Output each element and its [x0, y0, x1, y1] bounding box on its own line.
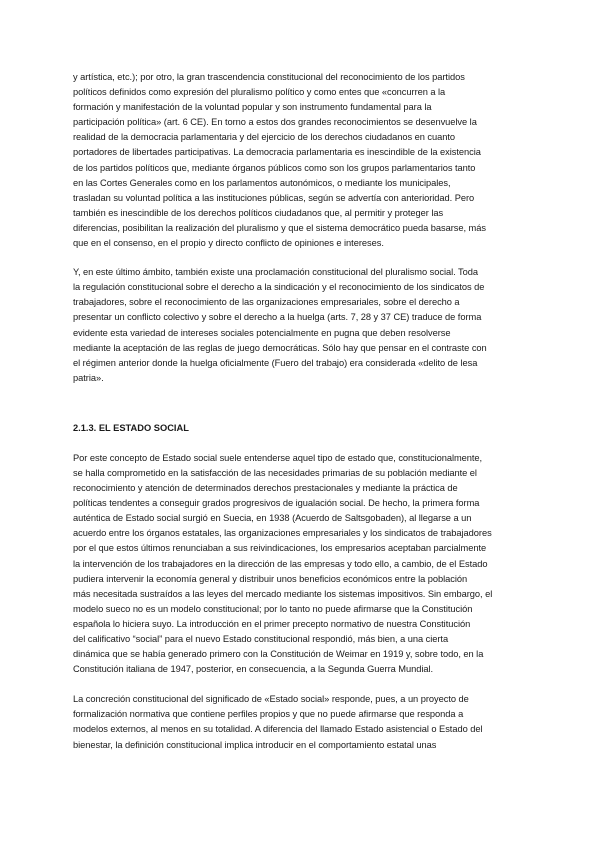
text-line: Por este concepto de Estado social suele entenderse aquel tipo de estado que, constitucionalmente, — [73, 452, 483, 463]
text-line: reconocimiento y atención de determinados derechos prestacionales y mediante la práctica de — [73, 483, 458, 494]
text-line: de los partidos políticos que, mediante órganos públicos como son los grupos parlamentarios tanto — [73, 162, 476, 173]
text-line: portadores de libertades participativas. La democracia parlamentaria es inescindible de la existencia — [73, 147, 481, 158]
text-line: auténtica de Estado social surgió en Suecia, en 1938 (Acuerdo de Saltsgobaden), al llegarse a un — [73, 513, 472, 524]
text-line: Y, en este último ámbito, también existe una proclamación constitucional del pluralismo social. Toda — [73, 267, 478, 278]
text-line: bienestar, la definición constitucional implica introducir en el comportamiento estatal unas — [73, 739, 437, 750]
text-line: más necesitada sustraídos a las leyes del mercado mediante los sistemas impositivos. Sin embargo, el — [73, 588, 493, 599]
text-line: participación política» (art. 6 CE). En torno a estos dos grandes reconocimientos se desenvuelve la — [73, 117, 477, 128]
text-line: la regulación constitucional sobre el derecho a la sindicación y el reconocimiento de los sindicatos de — [73, 282, 485, 293]
text-line: políticos definidos como expresión del pluralismo político y como entes que «concurren a la — [73, 87, 446, 98]
text-line: por el que estos últimos renunciaban a sus reivindicaciones, los empresarios aceptaban parcialmente — [73, 543, 487, 554]
text-line: presentar un conflicto colectivo y sobre el derecho a la huelga (arts. 7, 28 y 37 CE) traduce de forma — [73, 312, 482, 323]
text-line: trasladan su voluntad política a las instituciones públicas, según se advertía con anterioridad. Pero — [73, 192, 475, 203]
text-line: trabajadores, sobre el reconocimiento de las organizaciones empresariales, sobre el derecho a — [73, 297, 460, 308]
text-line: diferencias, posibilitan la realización del pluralismo y que el sistema democrático pueda basarse, más — [73, 222, 486, 233]
text-line: acuerdo entre los órganos estatales, las organizaciones empresariales y los sindicatos de trabajadores — [73, 528, 492, 539]
text-line: modelos externos, al menos en su totalidad. A diferencia del llamado Estado asistencial o Estado del — [73, 724, 483, 735]
text-line: se halla comprometido en la satisfacción de las necesidades primarias de su población mediante el — [73, 467, 477, 478]
text-line: que en el consenso, en el propio y directo conflicto de opiniones e intereses. — [73, 238, 384, 249]
text-line: evidente esta variedad de intereses sociales potencialmente en pugna que deben resolverse — [73, 327, 451, 338]
paragraph-pluralismo-social — [73, 265, 530, 386]
paragraph-partidos-politicos — [73, 70, 530, 251]
text-line: del calificativo “social” para el nuevo Estado constitucional respondió, más bien, a una cierta — [73, 634, 449, 644]
text-line: Constitución italiana de 1947, posterior, en consecuencia, a la Segunda Guerra Mundial. — [73, 664, 434, 675]
text-line: formalización normativa que contiene perfiles propios y que no puede afirmarse que responda a — [73, 709, 464, 720]
paragraph-concrecion-constitucional — [73, 692, 530, 752]
text-line: mediante la aceptación de las reglas de juego democráticas. Sólo hay que pensar en el contraste con — [73, 342, 487, 353]
text-line: también es inescindible de los derechos políticos ciudadanos que, al permitir y proteger las — [73, 207, 444, 218]
text-line: y artística, etc.); por otro, la gran trascendencia constitucional del reconocimiento de los partidos — [73, 72, 465, 82]
section-heading: 2.1.3. EL ESTADO SOCIAL — [73, 422, 189, 433]
text-line: políticas tendentes a conseguir grados progresivos de igualación social. De hecho, la primera forma — [73, 498, 480, 509]
text-line: española lo hiciera suyo. La introducción en el primer precepto normativo de nuestra Constitución — [73, 618, 471, 629]
text-line: realidad de la democracia parlamentaria y del ejercicio de los derechos ciudadanos en cuanto — [73, 132, 455, 143]
text-line: pudiera intervenir la economía general y distribuir unos beneficios económicos entre la población — [73, 573, 468, 584]
text-line: La concreción constitucional del significado de «Estado social» responde, pues, a un proyecto de — [73, 694, 469, 705]
text-line: dinámica que se había generado primero con la Constitución de Weimar en 1919 y, sobre todo, en la — [73, 649, 484, 660]
text-line: modelo sueco no es un modelo constitucional; por lo tanto no puede afirmarse que la Constitución — [73, 603, 473, 614]
paragraph-estado-social — [73, 451, 530, 677]
text-line: el régimen anterior donde la huelga oficialmente (Fuero del trabajo) era considerada «delito de lesa — [73, 357, 478, 368]
text-line: en las Cortes Generales como en los parlamentos autonómicos, o mediante los municipales, — [73, 177, 451, 188]
text-line: patria». — [73, 372, 104, 383]
text-line: la intervención de los trabajadores en la dirección de las empresas y todo ello, a cambio, de el Estado — [73, 558, 488, 569]
text-line: formación y manifestación de la voluntad popular y son instrumento fundamental para la — [73, 102, 432, 113]
